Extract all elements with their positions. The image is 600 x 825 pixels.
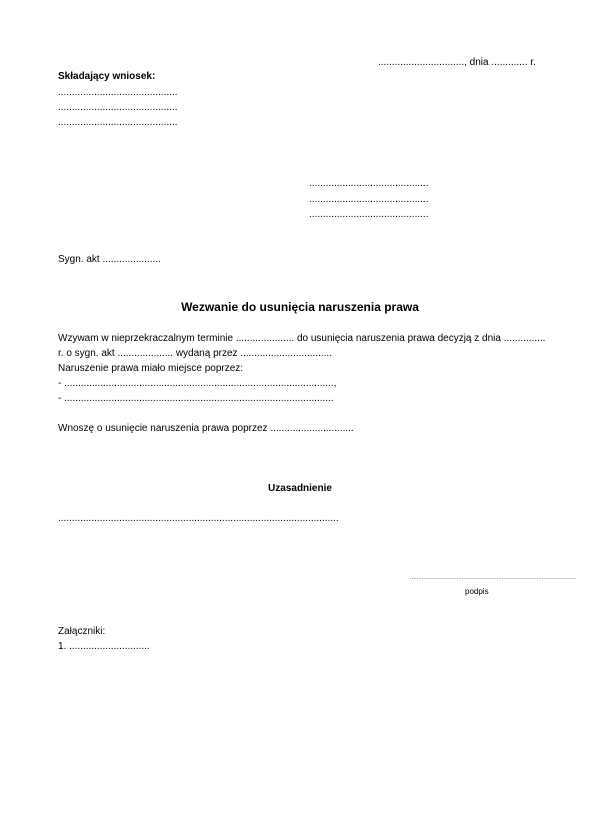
addressee-line-1: ...........................................	[309, 178, 429, 189]
attachments-label: Załączniki:	[58, 626, 106, 637]
applicant-line-3: ...........................................	[58, 117, 178, 128]
signature-line: ....................................................................................................	[410, 575, 577, 581]
body-line-3: Naruszenie prawa miało miejsce poprzez:	[58, 363, 244, 374]
applicant-line-1: ...........................................	[58, 87, 178, 98]
applicant-label: Składający wniosek:	[58, 71, 156, 82]
body-line-2: r. o sygn. akt .................... wydaną przez .................................	[58, 348, 332, 359]
case-number: Sygn. akt .....................	[58, 254, 161, 265]
justification-line: .....................................................................................................	[58, 513, 339, 524]
request-line: Wnoszę o usunięcie naruszenia prawa poprzez ..............................	[58, 423, 354, 434]
violation-item-2: - .................................................................................................	[58, 393, 334, 404]
attachment-item-1: 1. .............................	[58, 641, 150, 652]
date-line: ..............................., dnia ............. r.	[378, 57, 536, 68]
body-line-1: Wzywam w nieprzekraczalnym terminie ..................... do usunięcia naruszenia prawa decyzją z dnia ...............	[58, 333, 546, 344]
applicant-line-2: ...........................................	[58, 102, 178, 113]
addressee-line-2: ...........................................	[309, 194, 429, 205]
violation-item-1: - .................................................................................................,	[58, 378, 337, 389]
signature-label: podpis	[465, 587, 489, 596]
document-title: Wezwanie do usunięcia naruszenia prawa	[181, 300, 419, 314]
addressee-line-3: ...........................................	[309, 209, 429, 220]
justification-heading: Uzasadnienie	[268, 483, 332, 494]
